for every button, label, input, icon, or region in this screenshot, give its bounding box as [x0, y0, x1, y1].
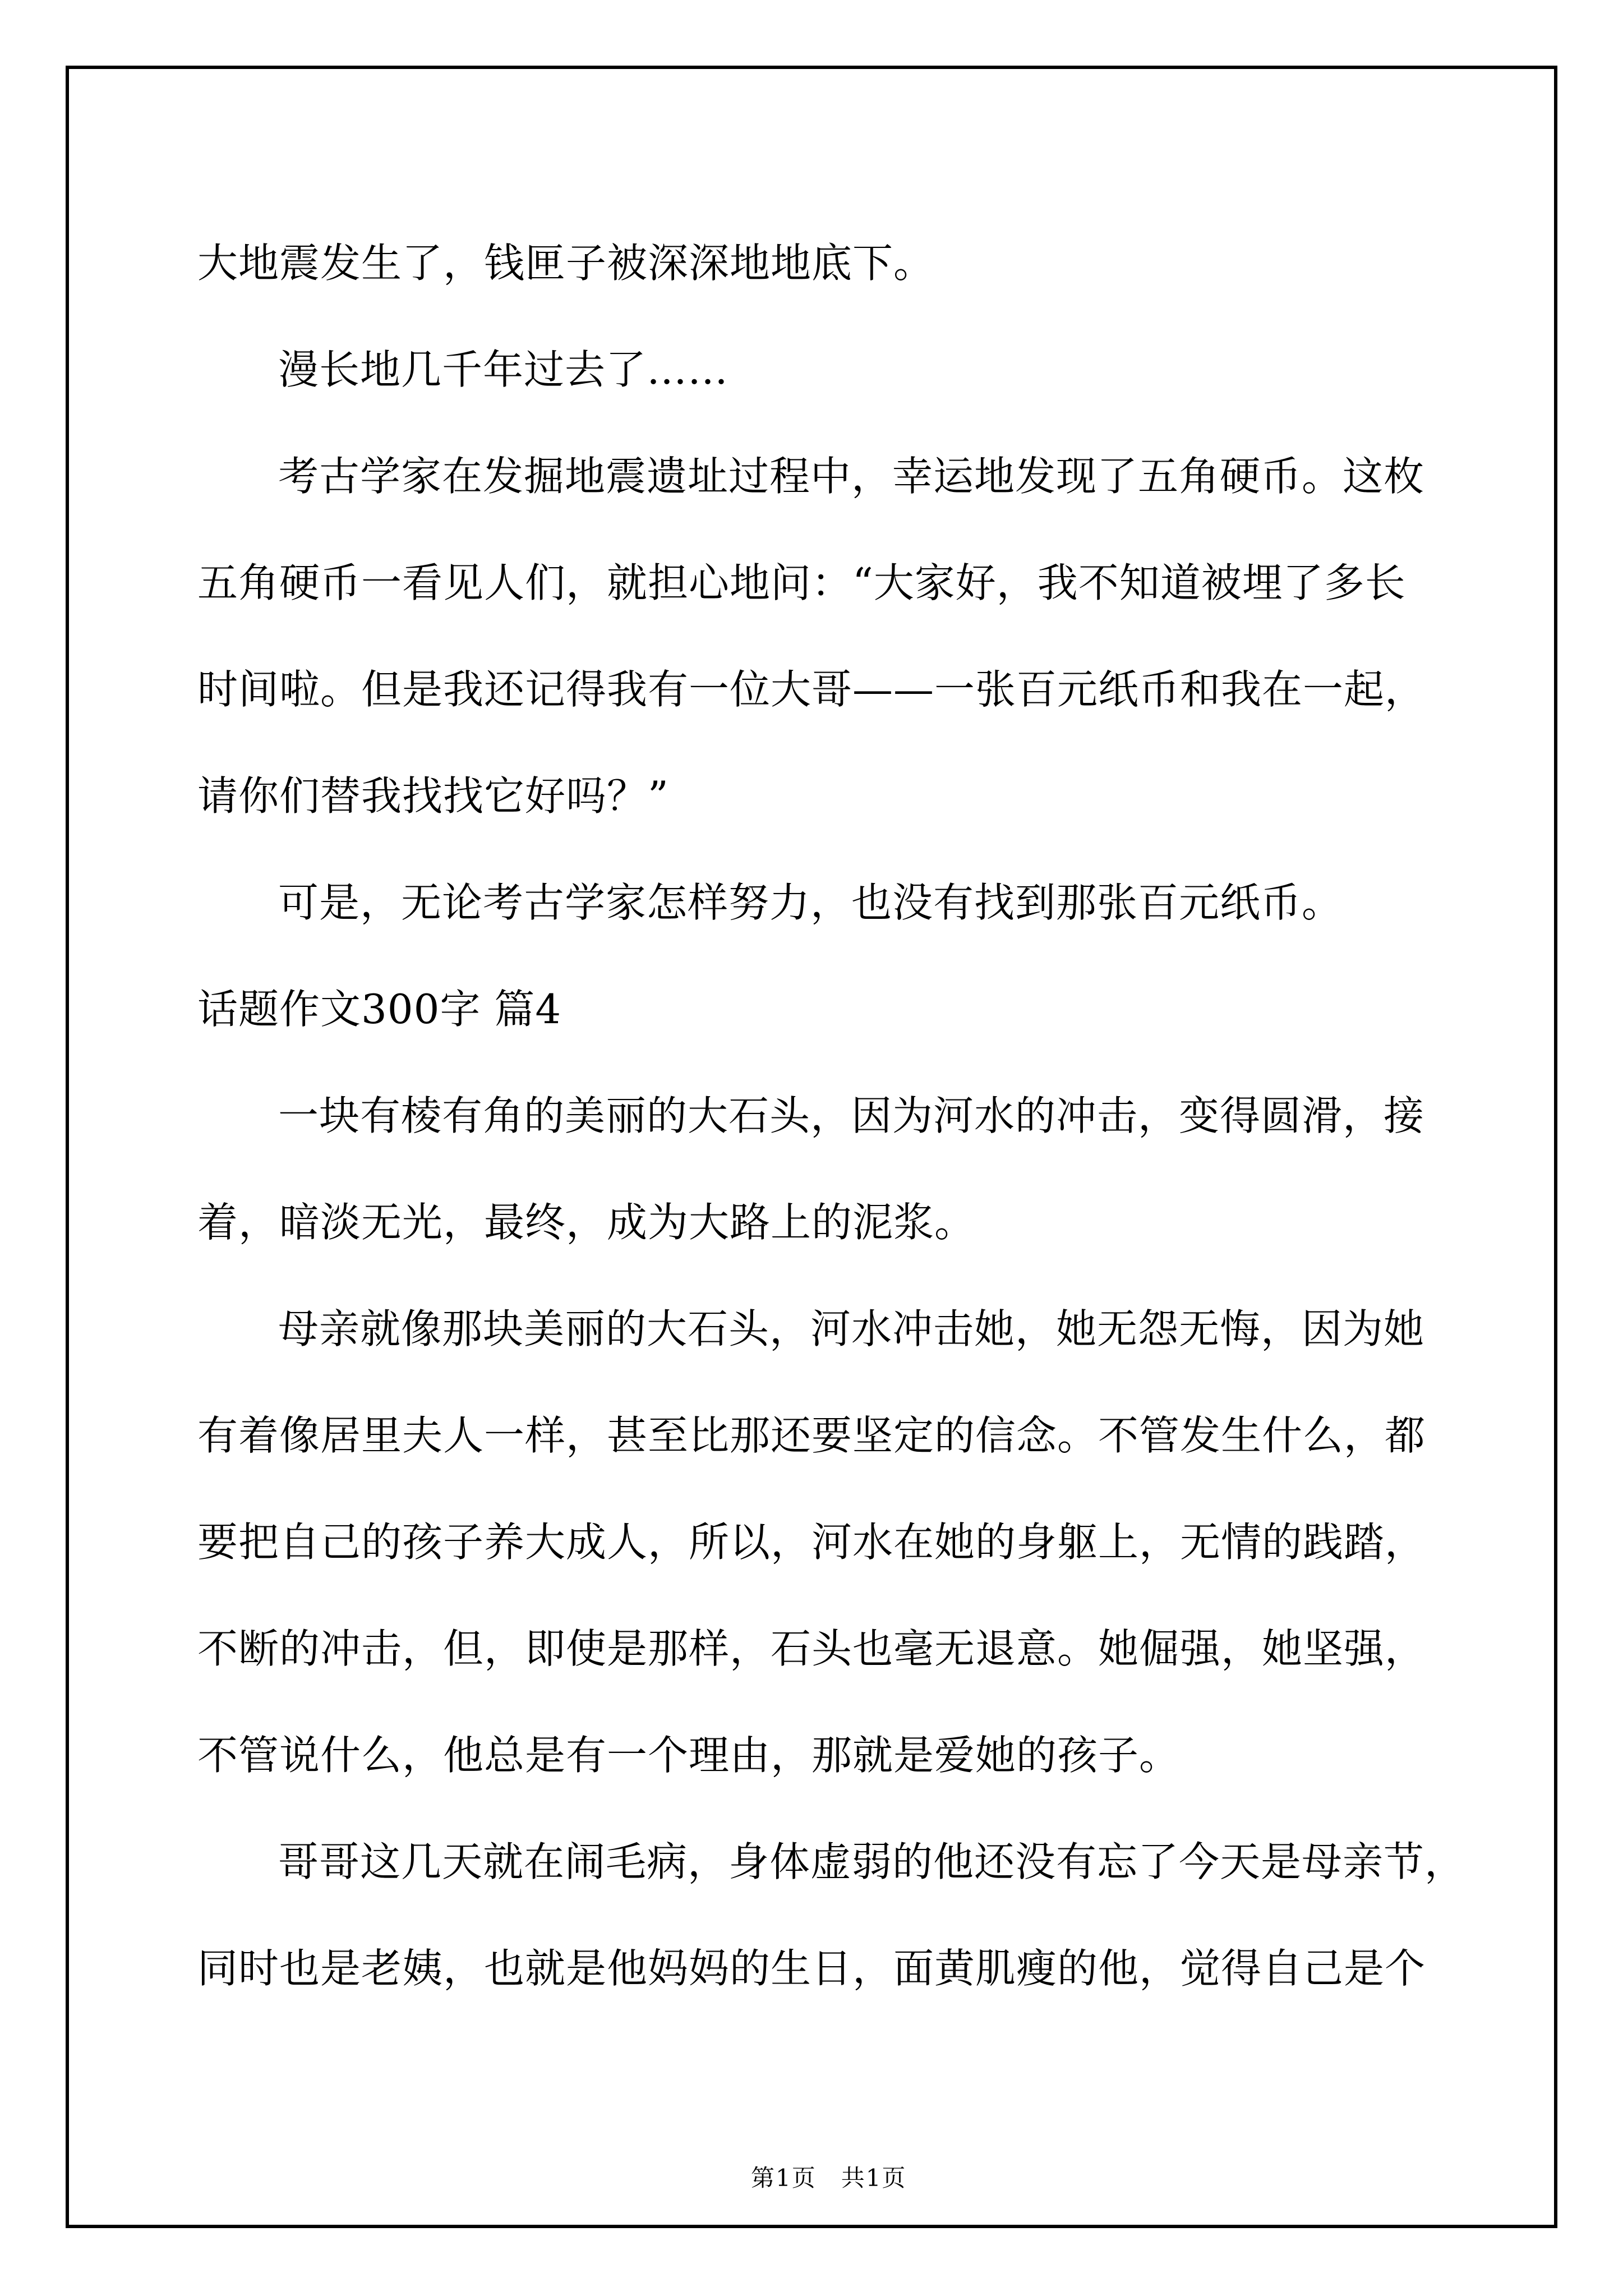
page-number: 第1页 共1页	[750, 2164, 907, 2192]
text-line: 大地震发生了，钱匣子被深深地地底下。	[197, 240, 935, 287]
text-line: 哥哥这几天就在闹毛病，身体虚弱的他还没有忘了今天是母亲节，	[278, 1838, 1466, 1885]
page-footer	[0, 2119, 1623, 2237]
text-line: 不管说什么，他总是有一个理由，那就是爱她的孩子。	[197, 1732, 1181, 1779]
text-line: 不断的冲击，但，即使是那样，石头也毫无退意。她倔强，她坚强，	[197, 1625, 1426, 1672]
text-line: 考古学家在发掘地震遗址过程中，幸运地发现了五角硬币。这枚	[278, 453, 1425, 500]
text-line: 五角硬币一看见人们，就担心地问：“大家好，我不知道被埋了多长	[197, 559, 1406, 606]
text-line: 母亲就像那块美丽的大石头，河水冲击她，她无怨无悔，因为她	[278, 1305, 1425, 1352]
text-line: 要把自己的孩子养大成人，所以，河水在她的身躯上，无情的践踏，	[197, 1519, 1426, 1566]
section-heading: 话题作文300字 篇4	[197, 986, 562, 1033]
text-line: 同时也是老姨，也就是他妈妈的生日，面黄肌瘦的他，觉得自己是个	[197, 1945, 1426, 1992]
text-line: 漫长地几千年过去了……	[278, 346, 729, 393]
text-line: 一块有棱有角的美丽的大石头，因为河水的冲击，变得圆滑，接	[278, 1092, 1425, 1139]
text-line: 时间啦。但是我还记得我有一位大哥——一张百元纸币和我在一起，	[197, 666, 1426, 713]
text-line: 着，暗淡无光，最终，成为大路上的泥浆。	[197, 1199, 976, 1246]
text-line: 有着像居里夫人一样，甚至比那还要坚定的信念。不管发生什么，都	[197, 1412, 1426, 1459]
text-line: 可是，无论考古学家怎样努力，也没有找到那张百元纸币。	[278, 879, 1343, 926]
text-block	[197, 210, 1466, 2022]
text-line: 请你们替我找找它好吗？”	[197, 772, 669, 820]
